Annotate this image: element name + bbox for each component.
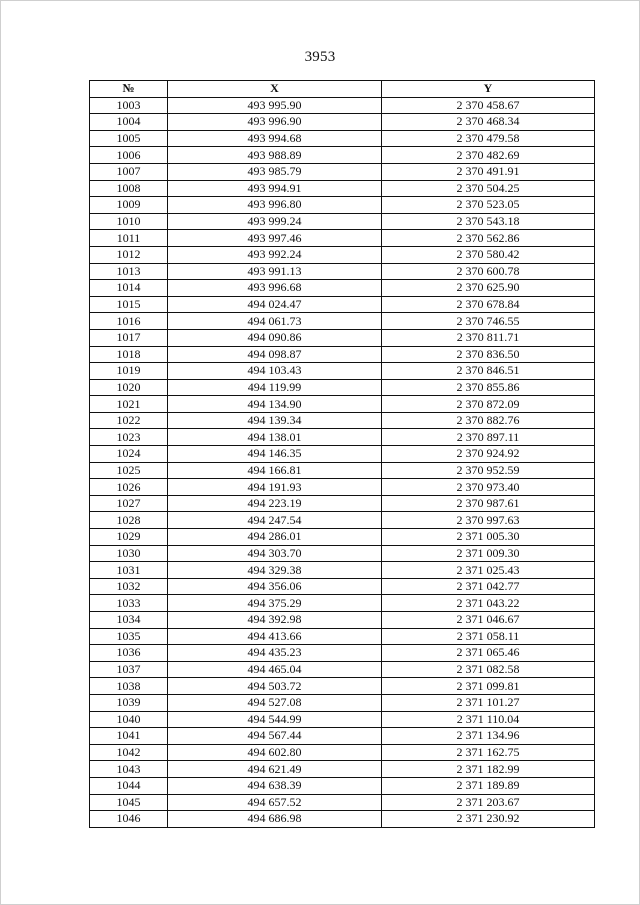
cell-y: 2 370 523.05 bbox=[382, 197, 595, 214]
header-x: X bbox=[168, 81, 382, 98]
table-row bbox=[90, 446, 595, 463]
cell-number: 1032 bbox=[90, 578, 168, 595]
cell-number: 1024 bbox=[90, 446, 168, 463]
cell-number: 1009 bbox=[90, 197, 168, 214]
cell-y: 2 370 678.84 bbox=[382, 296, 595, 313]
cell-x: 494 527.08 bbox=[168, 694, 382, 711]
cell-y: 2 370 543.18 bbox=[382, 213, 595, 230]
cell-y: 2 370 846.51 bbox=[382, 363, 595, 380]
table-row bbox=[90, 130, 595, 147]
cell-y: 2 370 625.90 bbox=[382, 280, 595, 297]
page-number: 3953 bbox=[304, 49, 336, 65]
cell-number: 1044 bbox=[90, 777, 168, 794]
coordinates-table bbox=[89, 80, 595, 828]
cell-x: 494 103.43 bbox=[168, 363, 382, 380]
cell-number: 1012 bbox=[90, 246, 168, 263]
cell-y: 2 371 182.99 bbox=[382, 761, 595, 778]
cell-number: 1035 bbox=[90, 628, 168, 645]
cell-number: 1041 bbox=[90, 728, 168, 745]
cell-y: 2 371 046.67 bbox=[382, 612, 595, 629]
cell-number: 1036 bbox=[90, 645, 168, 662]
table-row bbox=[90, 213, 595, 230]
cell-y: 2 370 458.67 bbox=[382, 97, 595, 114]
cell-x: 494 090.86 bbox=[168, 329, 382, 346]
cell-number: 1003 bbox=[90, 97, 168, 114]
cell-x: 494 544.99 bbox=[168, 711, 382, 728]
cell-x: 493 991.13 bbox=[168, 263, 382, 280]
cell-y: 2 371 042.77 bbox=[382, 578, 595, 595]
table-row bbox=[90, 711, 595, 728]
table-row bbox=[90, 263, 595, 280]
table-row bbox=[90, 396, 595, 413]
cell-y: 2 370 600.78 bbox=[382, 263, 595, 280]
cell-y: 2 370 562.86 bbox=[382, 230, 595, 247]
table-row bbox=[90, 147, 595, 164]
cell-y: 2 371 230.92 bbox=[382, 811, 595, 828]
cell-x: 493 985.79 bbox=[168, 163, 382, 180]
table-row bbox=[90, 628, 595, 645]
cell-x: 494 286.01 bbox=[168, 529, 382, 546]
cell-x: 494 602.80 bbox=[168, 744, 382, 761]
table-row bbox=[90, 694, 595, 711]
cell-number: 1046 bbox=[90, 811, 168, 828]
cell-number: 1038 bbox=[90, 678, 168, 695]
cell-y: 2 371 005.30 bbox=[382, 529, 595, 546]
cell-y: 2 371 110.04 bbox=[382, 711, 595, 728]
cell-number: 1018 bbox=[90, 346, 168, 363]
cell-x: 493 994.91 bbox=[168, 180, 382, 197]
cell-x: 493 995.90 bbox=[168, 97, 382, 114]
cell-number: 1028 bbox=[90, 512, 168, 529]
cell-y: 2 371 082.58 bbox=[382, 661, 595, 678]
cell-x: 494 329.38 bbox=[168, 562, 382, 579]
cell-number: 1039 bbox=[90, 694, 168, 711]
cell-number: 1019 bbox=[90, 363, 168, 380]
cell-x: 494 191.93 bbox=[168, 479, 382, 496]
cell-y: 2 371 162.75 bbox=[382, 744, 595, 761]
table-row bbox=[90, 197, 595, 214]
cell-x: 494 139.34 bbox=[168, 412, 382, 429]
cell-x: 494 503.72 bbox=[168, 678, 382, 695]
cell-y: 2 371 099.81 bbox=[382, 678, 595, 695]
cell-x: 494 098.87 bbox=[168, 346, 382, 363]
table-header bbox=[90, 81, 595, 98]
cell-x: 493 997.46 bbox=[168, 230, 382, 247]
cell-y: 2 371 101.27 bbox=[382, 694, 595, 711]
table-row bbox=[90, 545, 595, 562]
cell-x: 494 621.49 bbox=[168, 761, 382, 778]
cell-y: 2 370 952.59 bbox=[382, 462, 595, 479]
cell-x: 493 988.89 bbox=[168, 147, 382, 164]
cell-y: 2 371 189.89 bbox=[382, 777, 595, 794]
table-row bbox=[90, 678, 595, 695]
table-row bbox=[90, 296, 595, 313]
table-row bbox=[90, 661, 595, 678]
table-row bbox=[90, 744, 595, 761]
cell-number: 1034 bbox=[90, 612, 168, 629]
cell-y: 2 371 134.96 bbox=[382, 728, 595, 745]
cell-y: 2 371 065.46 bbox=[382, 645, 595, 662]
table-row bbox=[90, 462, 595, 479]
cell-x: 493 992.24 bbox=[168, 246, 382, 263]
cell-x: 494 247.54 bbox=[168, 512, 382, 529]
cell-x: 493 994.68 bbox=[168, 130, 382, 147]
cell-x: 494 686.98 bbox=[168, 811, 382, 828]
cell-number: 1025 bbox=[90, 462, 168, 479]
cell-x: 493 996.68 bbox=[168, 280, 382, 297]
table-row bbox=[90, 479, 595, 496]
cell-y: 2 370 468.34 bbox=[382, 114, 595, 131]
cell-y: 2 370 746.55 bbox=[382, 313, 595, 330]
cell-number: 1014 bbox=[90, 280, 168, 297]
cell-number: 1030 bbox=[90, 545, 168, 562]
cell-number: 1027 bbox=[90, 495, 168, 512]
table-row bbox=[90, 346, 595, 363]
cell-x: 494 392.98 bbox=[168, 612, 382, 629]
cell-number: 1004 bbox=[90, 114, 168, 131]
cell-x: 494 303.70 bbox=[168, 545, 382, 562]
table-row bbox=[90, 230, 595, 247]
cell-number: 1007 bbox=[90, 163, 168, 180]
cell-x: 494 061.73 bbox=[168, 313, 382, 330]
cell-y: 2 370 987.61 bbox=[382, 495, 595, 512]
cell-number: 1029 bbox=[90, 529, 168, 546]
cell-y: 2 370 580.42 bbox=[382, 246, 595, 263]
cell-y: 2 371 203.67 bbox=[382, 794, 595, 811]
cell-y: 2 370 836.50 bbox=[382, 346, 595, 363]
table-row bbox=[90, 246, 595, 263]
cell-number: 1037 bbox=[90, 661, 168, 678]
cell-y: 2 370 997.63 bbox=[382, 512, 595, 529]
header-y: Y bbox=[382, 81, 595, 98]
table-row bbox=[90, 612, 595, 629]
cell-y: 2 371 009.30 bbox=[382, 545, 595, 562]
table-row bbox=[90, 529, 595, 546]
cell-number: 1006 bbox=[90, 147, 168, 164]
cell-number: 1031 bbox=[90, 562, 168, 579]
table-row bbox=[90, 728, 595, 745]
table-row bbox=[90, 794, 595, 811]
table-body bbox=[90, 97, 595, 827]
table-row bbox=[90, 363, 595, 380]
table-row bbox=[90, 562, 595, 579]
cell-y: 2 370 872.09 bbox=[382, 396, 595, 413]
cell-y: 2 370 882.76 bbox=[382, 412, 595, 429]
cell-x: 493 999.24 bbox=[168, 213, 382, 230]
table-row bbox=[90, 313, 595, 330]
cell-number: 1045 bbox=[90, 794, 168, 811]
table-row bbox=[90, 512, 595, 529]
cell-number: 1021 bbox=[90, 396, 168, 413]
cell-x: 494 356.06 bbox=[168, 578, 382, 595]
table-row bbox=[90, 595, 595, 612]
cell-number: 1011 bbox=[90, 230, 168, 247]
cell-x: 494 657.52 bbox=[168, 794, 382, 811]
cell-x: 494 465.04 bbox=[168, 661, 382, 678]
cell-number: 1023 bbox=[90, 429, 168, 446]
cell-x: 493 996.90 bbox=[168, 114, 382, 131]
cell-number: 1016 bbox=[90, 313, 168, 330]
cell-number: 1042 bbox=[90, 744, 168, 761]
cell-x: 494 375.29 bbox=[168, 595, 382, 612]
table-row bbox=[90, 329, 595, 346]
table-row bbox=[90, 578, 595, 595]
table-row bbox=[90, 379, 595, 396]
cell-x: 494 223.19 bbox=[168, 495, 382, 512]
table-row bbox=[90, 761, 595, 778]
cell-number: 1033 bbox=[90, 595, 168, 612]
cell-y: 2 371 025.43 bbox=[382, 562, 595, 579]
cell-y: 2 370 811.71 bbox=[382, 329, 595, 346]
cell-number: 1022 bbox=[90, 412, 168, 429]
cell-y: 2 370 491.91 bbox=[382, 163, 595, 180]
cell-number: 1020 bbox=[90, 379, 168, 396]
cell-y: 2 370 855.86 bbox=[382, 379, 595, 396]
table-row bbox=[90, 280, 595, 297]
cell-y: 2 370 482.69 bbox=[382, 147, 595, 164]
cell-number: 1015 bbox=[90, 296, 168, 313]
cell-x: 494 138.01 bbox=[168, 429, 382, 446]
cell-y: 2 370 897.11 bbox=[382, 429, 595, 446]
table-row bbox=[90, 645, 595, 662]
cell-x: 494 024.47 bbox=[168, 296, 382, 313]
cell-x: 494 119.99 bbox=[168, 379, 382, 396]
header-row bbox=[90, 81, 595, 98]
cell-x: 494 435.23 bbox=[168, 645, 382, 662]
table-row bbox=[90, 777, 595, 794]
cell-y: 2 371 043.22 bbox=[382, 595, 595, 612]
table-row bbox=[90, 412, 595, 429]
cell-x: 494 166.81 bbox=[168, 462, 382, 479]
table-row bbox=[90, 180, 595, 197]
header-number: № bbox=[90, 81, 168, 98]
cell-x: 494 413.66 bbox=[168, 628, 382, 645]
cell-number: 1005 bbox=[90, 130, 168, 147]
cell-number: 1040 bbox=[90, 711, 168, 728]
cell-y: 2 370 504.25 bbox=[382, 180, 595, 197]
cell-y: 2 370 924.92 bbox=[382, 446, 595, 463]
cell-number: 1026 bbox=[90, 479, 168, 496]
cell-x: 493 996.80 bbox=[168, 197, 382, 214]
table-row bbox=[90, 163, 595, 180]
cell-number: 1010 bbox=[90, 213, 168, 230]
cell-x: 494 567.44 bbox=[168, 728, 382, 745]
cell-number: 1017 bbox=[90, 329, 168, 346]
cell-number: 1043 bbox=[90, 761, 168, 778]
table-row bbox=[90, 97, 595, 114]
table-row bbox=[90, 811, 595, 828]
table-row bbox=[90, 429, 595, 446]
cell-y: 2 371 058.11 bbox=[382, 628, 595, 645]
table-row bbox=[90, 495, 595, 512]
table-row bbox=[90, 114, 595, 131]
cell-number: 1008 bbox=[90, 180, 168, 197]
cell-number: 1013 bbox=[90, 263, 168, 280]
cell-x: 494 134.90 bbox=[168, 396, 382, 413]
cell-x: 494 146.35 bbox=[168, 446, 382, 463]
cell-y: 2 370 973.40 bbox=[382, 479, 595, 496]
cell-y: 2 370 479.58 bbox=[382, 130, 595, 147]
cell-x: 494 638.39 bbox=[168, 777, 382, 794]
